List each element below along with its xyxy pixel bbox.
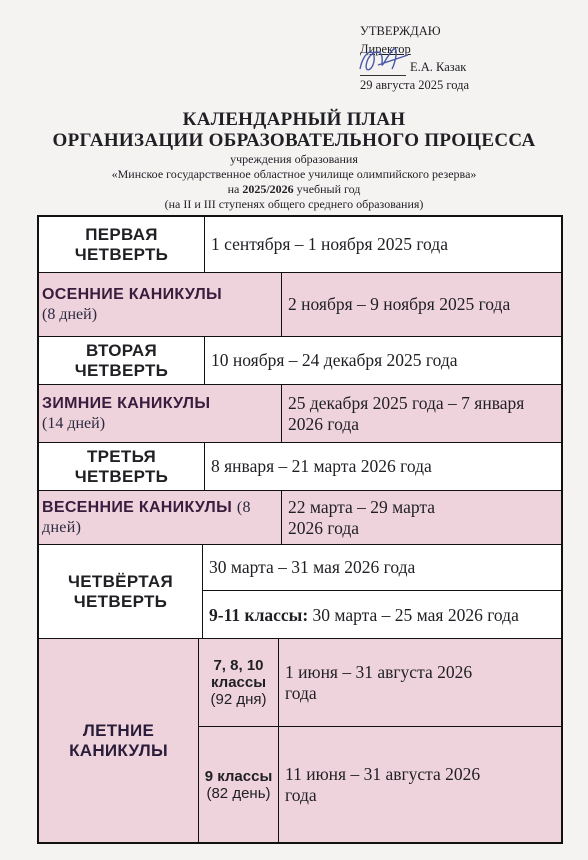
winter-holidays-title: ЗИМНИЕ КАНИКУЛЫ (42, 394, 211, 412)
spring-holidays-title-text: ВЕСЕННИЕ КАНИКУЛЫ (42, 498, 233, 516)
approve-heading: УТВЕРЖДАЮ (360, 24, 441, 38)
table-row (39, 337, 561, 385)
summer-grades-a-dates: 1 июня – 31 августа 2026 года (279, 639, 509, 727)
summer-grades-a (199, 639, 279, 727)
document-header (0, 110, 588, 212)
summer-grades-b-days: (82 день) (206, 784, 271, 802)
year-suffix: учебный год (296, 182, 361, 196)
grades-9-11-date: 30 марта – 25 мая 2026 года (312, 604, 519, 625)
title-line-1: КАЛЕНДАРНЫЙ ПЛАН (182, 109, 406, 130)
subtitle-line-4: (на II и III ступенях общего среднего образования) (164, 197, 424, 211)
approval-block (360, 22, 560, 94)
summer-grades-b-dates: 11 июня – 31 августа 2026 года (285, 763, 481, 805)
summer-grades-a-label: 7, 8, 10 классы (210, 657, 267, 691)
spring-holidays-title (42, 498, 281, 538)
fourth-quarter-label: ЧЕТВЁРТАЯ ЧЕТВЕРТЬ (39, 545, 203, 638)
summer-grades-b (199, 727, 279, 842)
summer-grades-b-label: 9 классы (204, 767, 273, 785)
table-row (39, 385, 561, 443)
third-quarter-label: ТРЕТЬЯ ЧЕТВЕРТЬ (39, 443, 205, 490)
summer-blank-a (509, 639, 561, 727)
winter-holidays-days: (14 дней) (42, 414, 106, 432)
subtitle-line-1: учреждения образования (230, 152, 358, 166)
subtitle-line-3 (0, 182, 588, 197)
spring-holidays-days: (8 дней) (42, 498, 251, 536)
signature-line (360, 58, 560, 76)
first-quarter-label: ПЕРВАЯ ЧЕТВЕРТЬ (39, 217, 205, 272)
title-line-2: ОРГАНИЗАЦИИ ОБРАЗОВАТЕЛЬНОГО ПРОЦЕССА (52, 130, 536, 151)
approval-date: 29 августа 2025 года (360, 78, 470, 92)
summer-holidays-label: ЛЕТНИЕ КАНИКУЛЫ (39, 639, 199, 842)
third-quarter-dates: 8 января – 21 марта 2026 года (211, 456, 432, 476)
autumn-holidays-dates: 2 ноября – 9 ноября 2025 года (288, 294, 511, 314)
fourth-quarter-grades-dates (203, 591, 561, 639)
autumn-holidays-title: ОСЕННИЕ КАНИКУЛЫ (42, 285, 222, 303)
academic-year: 2025/2026 (242, 182, 294, 196)
subtitle-line-2: «Минское государственное областное училище олимпийского резерва» (111, 167, 477, 181)
spring-holidays-dates: 22 марта – 29 марта 2026 года (288, 496, 435, 538)
second-quarter-label: ВТОРАЯ ЧЕТВЕРТЬ (39, 337, 205, 384)
table-row (39, 545, 561, 639)
director-name: Е.А. Казак (410, 60, 467, 74)
table-row (39, 443, 561, 491)
first-quarter-dates: 1 сентября – 1 ноября 2025 года (211, 234, 448, 254)
winter-holidays-dates: 25 декабря 2025 года – 7 января 2026 года (288, 392, 525, 434)
table-row (39, 491, 561, 545)
calendar-table (37, 215, 563, 844)
winter-holidays-label (39, 385, 282, 442)
autumn-holidays-days: (8 дней) (42, 305, 98, 323)
year-prefix: на (227, 182, 240, 196)
director-title: Директор (360, 42, 411, 56)
table-row (39, 639, 561, 842)
signature-icon (354, 43, 414, 77)
grades-9-11-label: 9-11 классы: (209, 604, 309, 625)
table-row (39, 273, 561, 337)
autumn-holidays-label (39, 273, 282, 336)
signature (360, 61, 406, 76)
table-row (39, 217, 561, 273)
summer-grades-a-days: (92 дня) (210, 691, 267, 708)
second-quarter-dates: 10 ноября – 24 декабря 2025 года (211, 350, 458, 370)
spring-holidays-label (39, 491, 282, 544)
fourth-quarter-dates: 30 марта – 31 мая 2026 года (203, 545, 561, 591)
